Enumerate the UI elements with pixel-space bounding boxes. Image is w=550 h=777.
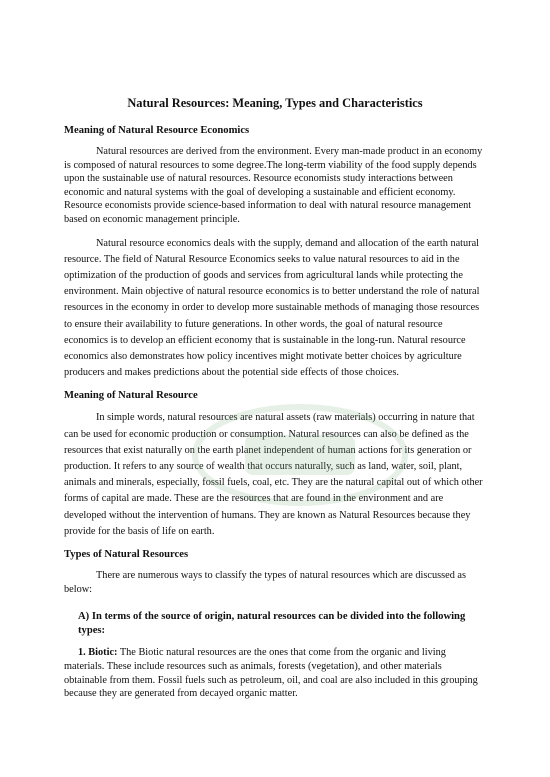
paragraph-economics-1: Natural resources are derived from the environment. Every man-made product in an economy is composed of natural resources to some degree.The long-term viability of the food supply depends upon the sustainable use of natural resources. Resource economists study interactions between economic and natural systems with the goal of developing a sustainable and efficient economy. Resource economists provide science-based information to deal with natural resource management based on economic management principle.: [64, 146, 483, 225]
subheading-source-of-origin: A) In terms of the source of origin, natural resources can be divided into the following types:: [78, 611, 466, 636]
list-item-biotic: [64, 646, 486, 700]
list-item-text: The Biotic natural resources are the ones that come from the organic and living materials. These include resources such as animals, forests (vegetation), and other materials obtainable from them. Fossil fuels such as petroleum, oil, and coal are also included in this grouping because they are generated from decayed organic matter.: [64, 647, 478, 700]
paragraph-meaning-1: In simple words, natural resources are natural assets (raw materials) occurring in nature that can be used for economic production or consumption. Natural resources can also be defined as the resources that exist naturally on the earth planet independent of human actions for its generation or production. It refers to any source of wealth that occurs naturally, such as land, water, soil, plant, animals and minerals, especially, fossil fuels, coal, etc. They are the natural capital out of which other forms of capital are made. These are the resources that are found in the environment and are developed without the intervention of humans. They are known as Natural Resources because they provide for the basis of life on earth.: [64, 412, 483, 537]
paragraph-types-1: There are numerous ways to classify the types of natural resources which are discussed as below:: [64, 570, 466, 595]
section-heading-economics: Meaning of Natural Resource Economics: [64, 125, 250, 136]
page-title: Natural Resources: Meaning, Types and Characteristics: [127, 96, 423, 110]
list-item-label: 1. Biotic:: [78, 647, 118, 659]
section-heading-types: Types of Natural Resources: [64, 549, 189, 561]
paragraph-economics-2: Natural resource economics deals with the supply, demand and allocation of the earth natural resource. The field of Natural Resource Economics seeks to value natural resources to aid in the optimization of the production of goods and services from agricultural lands while protecting the environment. Main objective of natural resource economics is to better understand the role of natural resources in the economy in order to develop more sustainable methods of managing those resources to ensure their availability to future generations. In other words, the goal of natural resource economics is to develop an efficient economy that is sustainable in the long-run. Natural resource economics also demonstrates how policy incentives might motivate better choices by agriculture producers and makes predictions about the potential side effects of those choices.: [64, 237, 480, 379]
section-heading-meaning: Meaning of Natural Resource: [64, 390, 198, 402]
